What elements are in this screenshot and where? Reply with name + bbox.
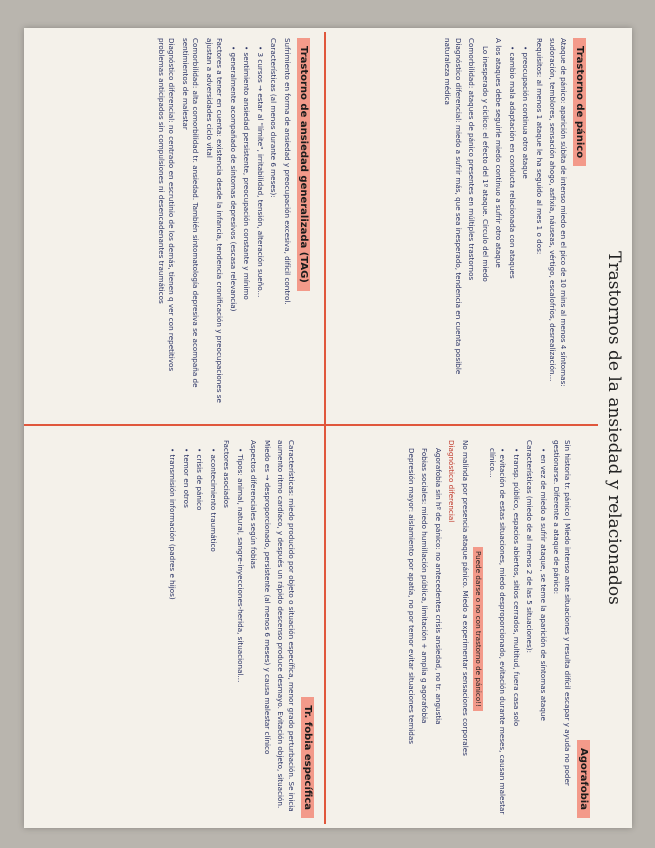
heading-fobia-especifica: Tr. fobia específica <box>301 697 314 818</box>
section-tag <box>24 28 320 420</box>
especifica-line: Factores asociados <box>222 440 232 508</box>
tag-line: • 3 cursos → estar al "límite", irritabilidad, tensión, alteración sueño... <box>256 46 265 298</box>
heading-panico: Trastorno de pánico <box>573 38 586 166</box>
tag-line: Sufrimiento en forma de ansiedad y preocupación excesiva, difícil control. <box>283 38 292 305</box>
tag-line: Características (al menos durante 6 meses): <box>269 38 279 198</box>
agorafobia-line: Características (miedo de al menos 2 de las 5 situaciones): <box>525 440 535 653</box>
agorafobia-line: • evitación de estas situaciones, miedo desproporcionado, evitación durante meses, causan malestar clínico... <box>488 448 508 815</box>
tag-line: • sentimiento ansiedad persistente, preocupación constante y mínimo <box>242 46 252 300</box>
agorafobia-note: Puede darse o no con trastorno de pánico!! <box>473 547 484 711</box>
section-agorafobia <box>326 430 596 828</box>
panico-line: Lo inesperado y cíclico: el efecto del 1º ataque. Círculo del miedo <box>481 46 490 282</box>
especifica-line: Aspectos diferenciales según fobias <box>249 440 259 569</box>
panico-line: Comorbilidad: ataques de pánico presentes en múltiples trastornos <box>467 38 477 281</box>
panico-line: • cambio mala adaptación en conducta relacionada con ataques <box>508 46 517 279</box>
rotated-notes <box>24 28 632 828</box>
panico-line: A los ataques debe seguirle miedo continuo a sufrir otro ataque <box>494 38 504 268</box>
especifica-line: • Tipos: animal, natural, sangre-inyecciones-herida, situacional... <box>236 448 245 683</box>
tag-line: Comorbilidad: alta comorbilidad tr. ansiedad. También sintomatología depresiva se acompaña de sentimientos de malestar <box>181 38 201 388</box>
agorafobia-line: Fobias sociales: miedo humillación pública, limitación + amplia g agorafobia <box>420 448 430 724</box>
panico-line: • preocupación continua otro ataque <box>521 46 531 179</box>
notebook-page <box>24 28 632 828</box>
especifica-line: • crisis de pánico <box>195 448 205 511</box>
agorafobia-line: • en vez de miedo a sufrir ataque, se teme la aparición de síntomas ataque <box>539 448 548 721</box>
agorafobia-line: Agorafobia sin hº de pánico: no antecedentes crisis ansiedad, no tr. angustia <box>434 448 443 725</box>
panico-line: Requisitos: al menos 1 ataque le ha seguido al mes 1 o dos: <box>535 38 544 255</box>
tag-line: Diagnóstico diferencial: no centrado en escrutinio de los demás, tienen q ver con repetitivos problemas anticipados sin compulsiones ni desencadenantes traumáticos <box>157 38 177 372</box>
agorafobia-line: Depresión mayor: aislamiento por apatía, no por temor evitar situaciones temidas <box>407 448 416 744</box>
agorafobia-line: • transp. público, espacios abiertos, sitios cerrados, multitud, fuera casa solo <box>512 448 521 727</box>
heading-agorafobia: Agorafobia <box>577 740 590 818</box>
especifica-line: • temor en otros <box>182 448 191 508</box>
agorafobia-line: No malinda por presencia ataque pánico. Miedo a experimentar sensaciones corporales <box>461 440 470 756</box>
section-fobia-especifica <box>24 430 320 828</box>
heading-tag: Trastorno de ansiedad generalizada (TAG) <box>297 38 310 291</box>
panico-line: Diagnóstico diferencial: miedo a sufrir más, que sea inesperado, tendencia en cuenta posible naturaleza médica <box>443 38 463 375</box>
panico-line: Ataque de pánico: aparición súbita de intenso miedo en el pico de 10 mins al menos 4 síntomas: sudoración, temblores, sensación ahogo, asfixia, náuseas, vértigo, escalofríos, desrealización... <box>548 38 568 387</box>
section-panico <box>326 28 596 420</box>
agorafobia-line: Sin historia tr. pánico | Miedo intenso ante situaciones y resulta difícil escapar y ayuda no poder gestionarse. Diferente a ataque de pánico: <box>552 440 572 786</box>
page-title: Trastornos de la ansiedad y relacionados <box>604 251 624 605</box>
especifica-line: • transmisión información (padres e hijos) <box>168 448 178 600</box>
vertical-divider <box>24 424 598 426</box>
tag-line: • generalmente acompañado de síntomas depresivos (escasa relevancia) <box>229 46 238 312</box>
especifica-line: • acontecimiento traumático <box>209 448 218 552</box>
agorafobia-line: Diagnóstico diferencial <box>447 440 457 523</box>
tag-line: Factores a tener en cuenta: existencia desde la infancia, tendencia cronificación y preocupaciones se ajustan a adversidades ciclo vital <box>205 38 225 403</box>
especifica-line: Miedo es → desproporcionado, persistente (al menos 6 meses) y causa malestar clínico <box>263 440 272 755</box>
especifica-line: Características: miedo producido por objeto o situación específica, menor grado perturbación. Se inicia aumento ritmo cardíaco, y después un rápido descenso produce desmayo. Evitación objeto, situación. <box>276 440 296 812</box>
